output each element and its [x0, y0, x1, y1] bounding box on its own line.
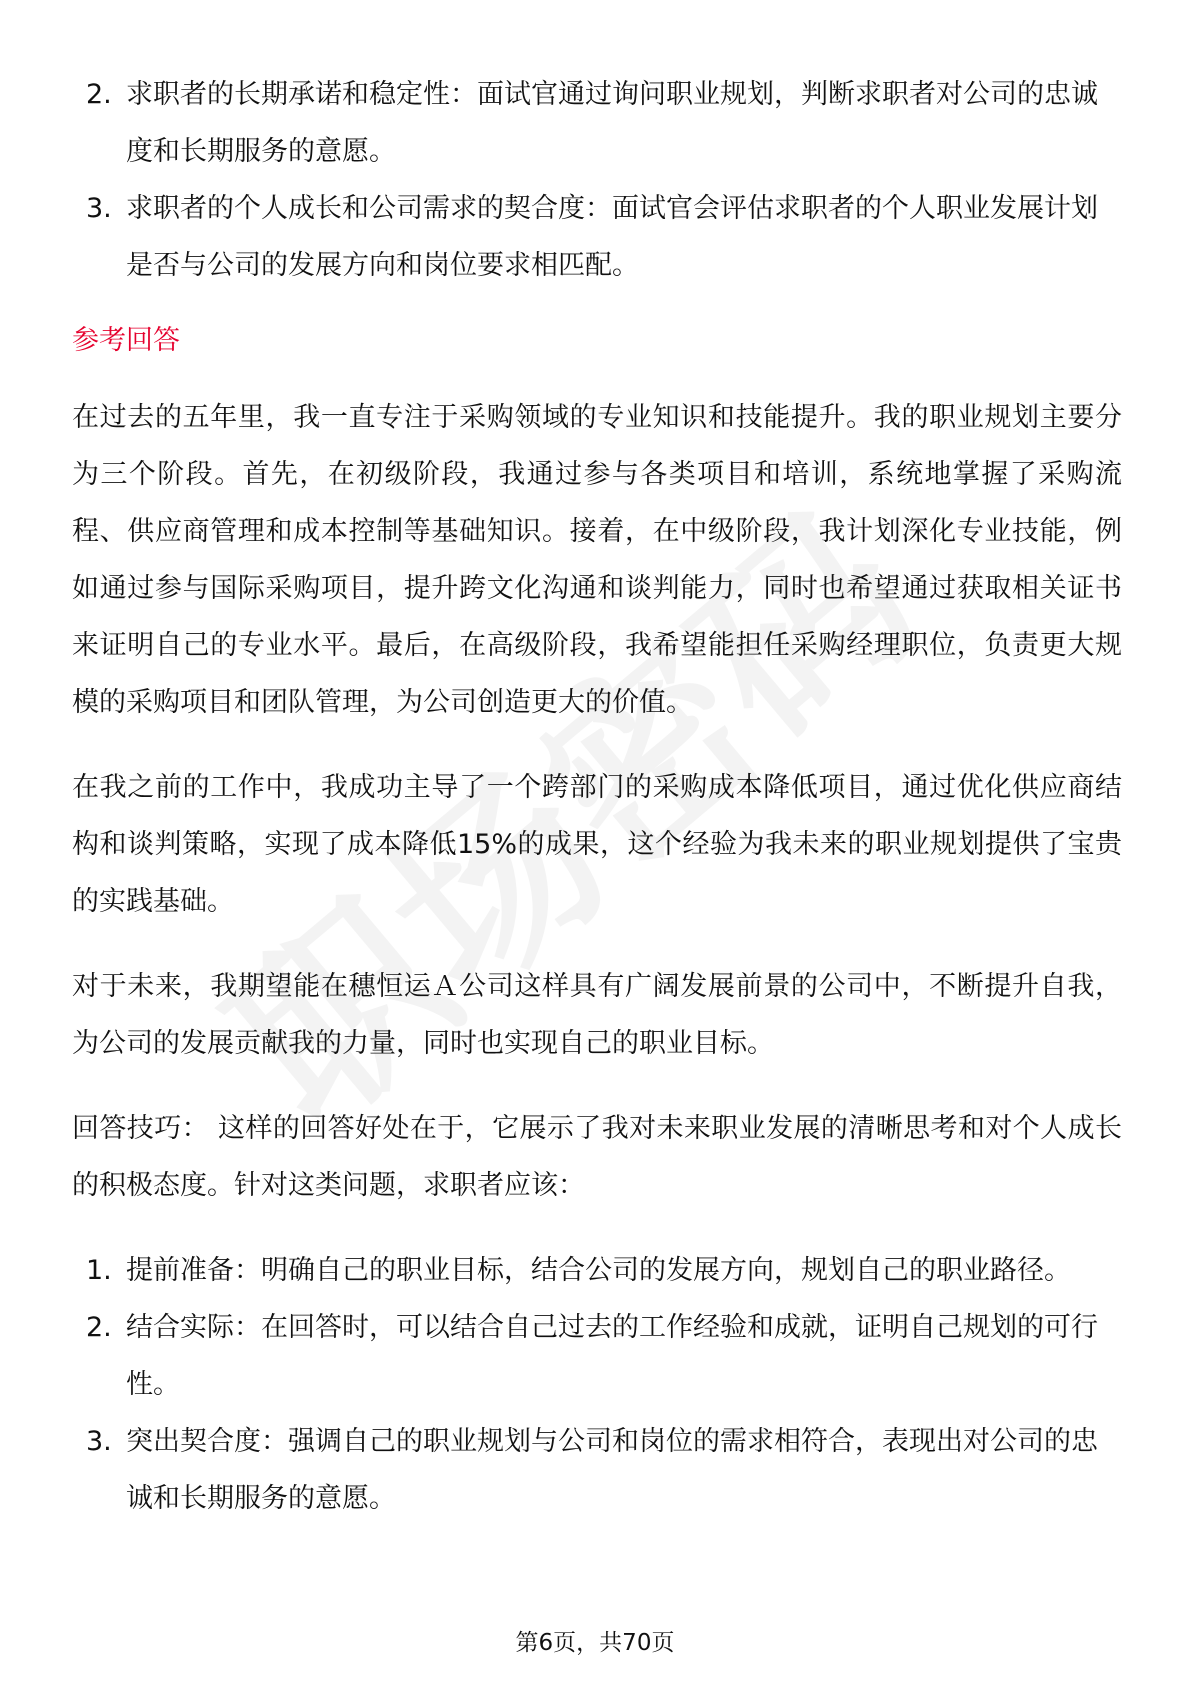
paragraph: 在过去的五年里，我一直专注于采购领域的专业知识和技能提升。我的职业规划主要分为三个阶段。首先，在初级阶段，我通过参与各类项目和培训，系统地掌握了采购流程、供应商管理和成本控制等基础知识。接着，在中级阶段，我计划深化专业技能，例如通过参与国际采购项目，提升跨文化沟通和谈判能力，同时也希望通过获取相关证书来证明自己的专业水平。最后，在高级阶段，我希望能担任采购经理职位，负责更大规模的采购项目和团队管理，为公司创造更大的价值。 [72, 402, 1122, 718]
list-text: 提前准备：明确自己的职业目标，结合公司的发展方向，规划自己的职业路径。 [126, 1255, 1071, 1286]
page-footer: 第6页，共70页 [515, 1630, 675, 1656]
list-text: 求职者的长期承诺和稳定性：面试官通过询问职业规划，判断求职者对公司的忠诚度和长期服务的意愿。 [126, 79, 1098, 167]
list-number: 2. [86, 1312, 112, 1343]
list-item [72, 66, 1122, 180]
list-number: 2. [86, 79, 112, 110]
document-body [72, 66, 1122, 1527]
list-text: 突出契合度：强调自己的职业规划与公司和岗位的需求相符合，表现出对公司的忠诚和长期服务的意愿。 [126, 1426, 1098, 1514]
paragraph: 对于未来，我期望能在穗恒运Ａ公司这样具有广阔发展前景的公司中，不断提升自我，为公司的发展贡献我的力量，同时也实现自己的职业目标。 [72, 971, 1122, 1059]
list-number: 3. [86, 193, 112, 224]
list-number: 1. [86, 1255, 112, 1286]
paragraph: 在我之前的工作中，我成功主导了一个跨部门的采购成本降低项目，通过优化供应商结构和谈判策略，实现了成本降低15%的成果，这个经验为我未来的职业规划提供了宝贵的实践基础。 [72, 772, 1122, 917]
tips-list [72, 1242, 1122, 1527]
list-text: 求职者的个人成长和公司需求的契合度：面试官会评估求职者的个人职业发展计划是否与公司的发展方向和岗位要求相匹配。 [126, 193, 1098, 281]
list-item [72, 1242, 1122, 1299]
criteria-list [72, 66, 1122, 294]
list-item [72, 180, 1122, 294]
section-heading: 参考回答 [72, 325, 180, 356]
list-number: 3. [86, 1426, 112, 1457]
list-item [72, 1299, 1122, 1413]
list-item [72, 1413, 1122, 1527]
paragraph: 回答技巧： 这样的回答好处在于，它展示了我对未来职业发展的清晰思考和对个人成长的积极态度。针对这类问题，求职者应该： [72, 1113, 1122, 1201]
list-text: 结合实际：在回答时，可以结合自己过去的工作经验和成就，证明自己规划的可行性。 [126, 1312, 1098, 1400]
